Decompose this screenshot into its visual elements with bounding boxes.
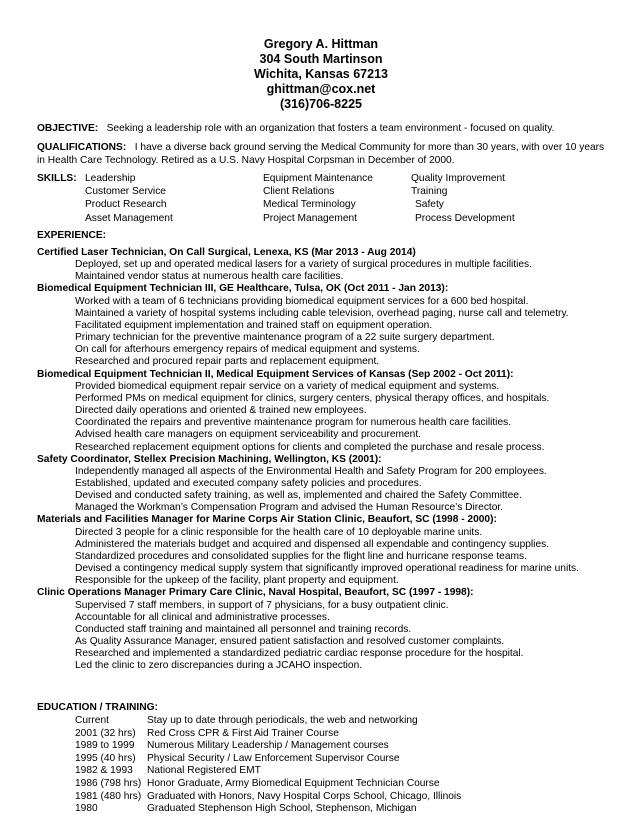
education-year: Current (75, 715, 109, 726)
skills-column (85, 172, 173, 225)
job-entry (37, 247, 607, 283)
job-duty: Deployed, set up and operated medical lasers for a variety of surgical procedures in multiple facilities. (75, 259, 532, 271)
job-duty: Accountable for all clinical and administrative processes. (75, 611, 330, 623)
education-description: Numerous Military Leadership / Management courses (147, 740, 389, 752)
job-duty: Maintained a variety of hospital systems including cable television, overhead paging, nurse call and telemetry. (75, 307, 569, 319)
education-description: Physical Security / Law Enforcement Supervisor Course (147, 752, 400, 764)
resume-header (0, 37, 638, 112)
job-title: Biomedical Equipment Technician III, GE Healthcare, Tulsa, OK (Oct 2011 - Jan 2013): (37, 283, 449, 295)
job-duty: Supervised 7 staff members, in support of 7 physicians, for a busy outpatient clinic. (75, 599, 449, 611)
skill-item: Leadership (85, 173, 136, 184)
job-duty: Maintained vendor status at numerous health care facilities. (75, 271, 344, 283)
education-year: 2001 (32 hrs) (75, 727, 136, 739)
city-state-zip: Wichita, Kansas 67213 (254, 67, 388, 81)
phone-number: (316)706-8225 (279, 97, 362, 111)
job-duty: Led the clinic to zero discrepancies during a JCAHO inspection. (75, 660, 363, 672)
job-duty: Standardized procedures and consolidated supplies for the flight line and hurricane response teams. (75, 550, 527, 562)
skill-item: Product Research (85, 199, 167, 211)
job-title: Clinic Operations Manager Primary Care Clinic, Naval Hospital, Beaufort, SC (1997 - 1998): (37, 587, 474, 599)
job-duty: Conducted staff training and maintained all personnel and training records. (75, 623, 412, 635)
objective-section (37, 122, 607, 135)
education-description: Graduated with Honors, Navy Hospital Corps School, Chicago, Illinois (147, 790, 462, 802)
job-entry (37, 283, 607, 368)
skills-column (411, 172, 515, 225)
education-description: Graduated Stephenson High School, Stephenson, Michigan (147, 803, 417, 815)
job-entry (37, 369, 607, 454)
qualifications-label: QUALIFICATIONS: (37, 142, 127, 153)
job-duty: On call for afterhours emergency repairs of medical equipment and systems. (75, 344, 420, 356)
experience-section (37, 247, 607, 672)
qualifications-section (37, 141, 607, 167)
education-description: Red Cross CPR & First Aid Trainer Course (147, 727, 339, 739)
skill-item: Project Management (263, 212, 358, 224)
education-year: 1980 (75, 803, 98, 815)
job-title: Certified Laser Technician, On Call Surgical, Lenexa, KS (Mar 2013 - Aug 2014) (37, 247, 416, 258)
job-duty: Researched replacement equipment options for clients and completed the purchase and resale process. (75, 441, 545, 453)
skill-item: Quality Improvement (411, 173, 505, 184)
education-year: 1989 to 1999 (75, 740, 135, 752)
job-title: Safety Coordinator, Stellex Precision Machining, Wellington, KS (2001): (37, 453, 382, 465)
job-entry (37, 587, 607, 672)
job-entry (37, 514, 607, 587)
job-title: Materials and Facilities Manager for Marine Corps Air Station Clinic, Beaufort, SC (1998 - 2000): (37, 514, 497, 526)
job-entry (37, 454, 607, 515)
job-duty: Independently managed all aspects of the Environmental Health and Safety Program for 200 employees. (75, 465, 547, 477)
skills-label: SKILLS: (37, 173, 77, 184)
candidate-name: Gregory A. Hittman (263, 37, 379, 51)
qualifications-text: I have a diverse back ground serving the Medical Community for more than 30 years, with over 10 years in Health Care Technology. Retired as a U.S. Navy Hospital Corpsman in December of 2000. (37, 142, 605, 166)
street-address: 304 South Martinson (259, 52, 383, 66)
job-duty: Facilitated equipment implementation and trained staff on equipment operation. (75, 319, 433, 331)
job-duty: Directed 3 people for a clinic responsible for the health care of 10 deployable marine units. (75, 526, 483, 538)
job-duty: Managed the Workman’s Compensation Program and advised the Human Resource’s Director. (75, 502, 504, 514)
job-duty: Primary technician for the preventive maintenance program of a 22 suite surgery department. (75, 332, 495, 344)
job-duty: As Quality Assurance Manager, ensured patient satisfaction and resolved customer complaints. (75, 636, 505, 647)
job-duty: Administered the materials budget and acquired and dispensed all expendable and contingency supplies. (75, 538, 550, 550)
skill-item: Safety (415, 199, 444, 211)
skill-item: Asset Management (85, 212, 173, 224)
job-duty: Advised health care managers on equipment serviceability and procurement. (75, 429, 422, 441)
skill-item: Medical Terminology (263, 199, 356, 211)
skill-item: Training (411, 186, 448, 198)
job-duty: Performed PMs on medical equipment for clinics, surgery centers, physical therapy offices, and hospitals. (75, 392, 550, 404)
objective-label: OBJECTIVE: (37, 123, 99, 134)
job-duty: Researched and implemented a standardized pediatric cardiac response procedure for the hospital. (75, 648, 524, 660)
job-duty: Worked with a team of 6 technicians providing biomedical equipment services for a 600 bed hospital. (75, 295, 529, 307)
job-duty: Directed daily operations and oriented & trained new employees. (75, 405, 367, 417)
education-year: 1982 & 1993 (75, 765, 133, 777)
objective-text: Seeking a leadership role with an organization that fosters a team environment - focused on quality. (106, 123, 555, 134)
skill-item: Customer Service (85, 186, 166, 198)
job-duty: Devised and conducted safety training, as well as, implemented and chaired the Safety Committee. (75, 490, 522, 502)
email-address: ghittman@cox.net (266, 82, 376, 96)
job-duty: Researched and procured repair parts and replacement equipment. (75, 356, 380, 368)
skill-item: Equipment Maintenance (263, 173, 373, 184)
education-year: 1986 (798 hrs) (75, 777, 142, 789)
education-year: 1981 (480 hrs) (75, 790, 142, 802)
job-duty: Established, updated and executed company safety policies and procedures. (75, 477, 422, 489)
education-heading: EDUCATION / TRAINING: (37, 702, 158, 713)
experience-heading: EXPERIENCE: (37, 230, 107, 241)
skill-item: Process Development (415, 212, 515, 224)
education-year: 1995 (40 hrs) (75, 752, 136, 764)
job-duty: Coordinated the repairs and preventive maintenance program for numerous health care facilities. (75, 417, 512, 429)
education-description: National Registered EMT (147, 765, 261, 777)
job-duty: Devised a contingency medical supply system that significantly improved operational readiness for marine units. (75, 563, 579, 575)
education-description: Stay up to date through periodicals, the web and networking (147, 715, 418, 726)
job-duty: Provided biomedical equipment repair service on a variety of medical equipment and systems. (75, 380, 500, 392)
job-title: Biomedical Equipment Technician II, Medical Equipment Services of Kansas (Sep 2002 - Oct 2011): (37, 368, 514, 380)
skills-column (263, 172, 373, 225)
job-duty: Responsible for the upkeep of the facility, plant property and equipment. (75, 575, 399, 587)
skill-item: Client Relations (263, 186, 335, 198)
education-description: Honor Graduate, Army Biomedical Equipment Technician Course (147, 777, 440, 789)
